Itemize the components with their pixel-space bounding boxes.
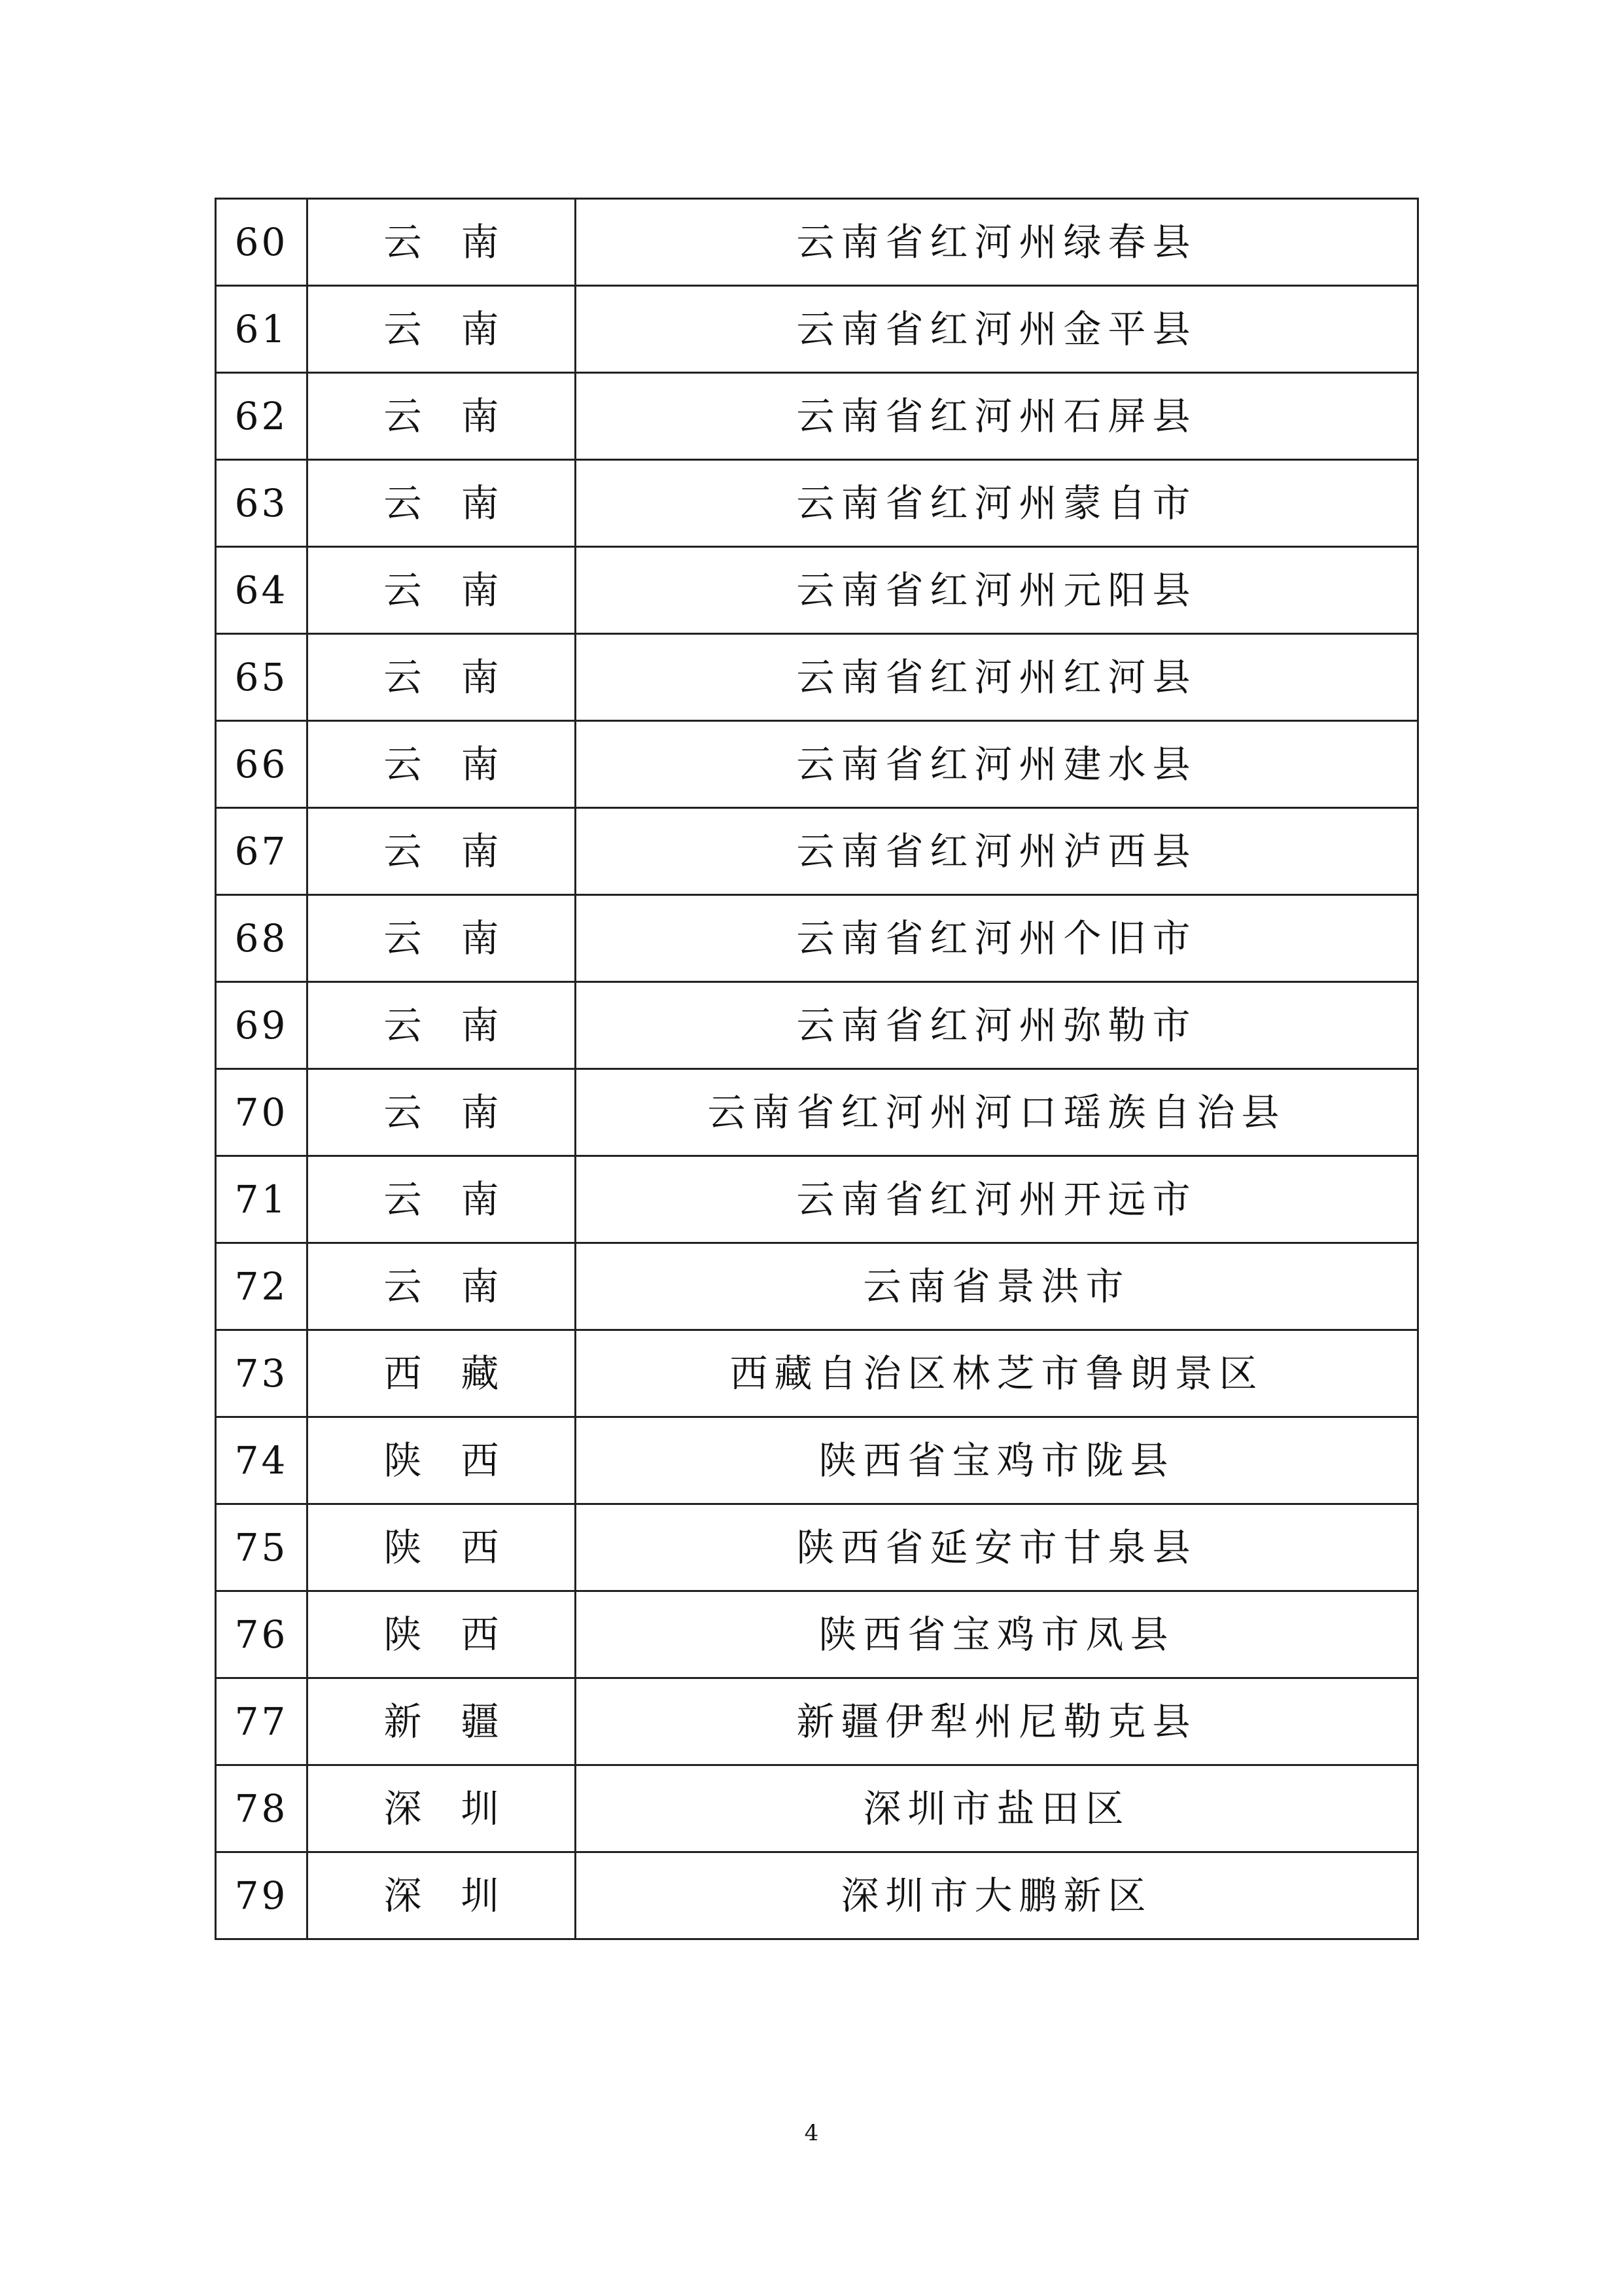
row-province: 云南	[307, 547, 576, 634]
row-area: 云南省景洪市	[576, 1243, 1418, 1330]
table-row	[216, 1417, 1418, 1504]
row-area: 深圳市大鹏新区	[576, 1852, 1418, 1939]
row-number: 77	[216, 1678, 307, 1765]
row-province: 云南	[307, 373, 576, 460]
table-row	[216, 721, 1418, 808]
table-row	[216, 1765, 1418, 1852]
row-province: 西藏	[307, 1330, 576, 1417]
row-area: 云南省红河州金平县	[576, 286, 1418, 373]
row-number: 61	[216, 286, 307, 373]
row-province: 陕西	[307, 1591, 576, 1678]
table-row	[216, 1156, 1418, 1243]
row-number: 70	[216, 1069, 307, 1156]
region-table	[215, 198, 1419, 1940]
row-province: 云南	[307, 460, 576, 547]
row-province: 深圳	[307, 1852, 576, 1939]
table-row	[216, 634, 1418, 721]
page-number: 4	[804, 2120, 819, 2146]
table-row	[216, 1678, 1418, 1765]
table-row	[216, 460, 1418, 547]
row-number: 64	[216, 547, 307, 634]
row-province: 陕西	[307, 1504, 576, 1591]
row-number: 63	[216, 460, 307, 547]
table-row	[216, 1504, 1418, 1591]
table-row	[216, 1852, 1418, 1939]
row-area: 云南省红河州河口瑶族自治县	[576, 1069, 1418, 1156]
row-province: 云南	[307, 808, 576, 895]
row-province: 云南	[307, 895, 576, 982]
row-number: 65	[216, 634, 307, 721]
table-row	[216, 373, 1418, 460]
row-province: 云南	[307, 199, 576, 286]
table-row	[216, 286, 1418, 373]
row-number: 74	[216, 1417, 307, 1504]
row-province: 云南	[307, 286, 576, 373]
row-province: 深圳	[307, 1765, 576, 1852]
row-area: 云南省红河州元阳县	[576, 547, 1418, 634]
region-table-body	[216, 199, 1418, 1939]
row-area: 云南省红河州个旧市	[576, 895, 1418, 982]
table-row	[216, 895, 1418, 982]
row-province: 云南	[307, 1243, 576, 1330]
row-number: 62	[216, 373, 307, 460]
row-area: 西藏自治区林芝市鲁朗景区	[576, 1330, 1418, 1417]
table-row	[216, 547, 1418, 634]
row-area: 云南省红河州开远市	[576, 1156, 1418, 1243]
row-area: 云南省红河州蒙自市	[576, 460, 1418, 547]
row-area: 新疆伊犁州尼勒克县	[576, 1678, 1418, 1765]
row-number: 67	[216, 808, 307, 895]
row-province: 云南	[307, 1069, 576, 1156]
row-province: 云南	[307, 721, 576, 808]
row-number: 79	[216, 1852, 307, 1939]
table-row	[216, 808, 1418, 895]
row-area: 深圳市盐田区	[576, 1765, 1418, 1852]
row-area: 陕西省宝鸡市凤县	[576, 1591, 1418, 1678]
row-area: 陕西省宝鸡市陇县	[576, 1417, 1418, 1504]
row-province: 新疆	[307, 1678, 576, 1765]
table-row	[216, 1591, 1418, 1678]
row-province: 云南	[307, 1156, 576, 1243]
row-number: 72	[216, 1243, 307, 1330]
row-area: 云南省红河州弥勒市	[576, 982, 1418, 1069]
row-area: 云南省红河州绿春县	[576, 199, 1418, 286]
row-number: 68	[216, 895, 307, 982]
row-province: 云南	[307, 634, 576, 721]
row-number: 76	[216, 1591, 307, 1678]
row-number: 60	[216, 199, 307, 286]
row-number: 69	[216, 982, 307, 1069]
row-number: 66	[216, 721, 307, 808]
row-number: 78	[216, 1765, 307, 1852]
row-province: 陕西	[307, 1417, 576, 1504]
table-row	[216, 1069, 1418, 1156]
row-area: 云南省红河州泸西县	[576, 808, 1418, 895]
table-row	[216, 199, 1418, 286]
table-row	[216, 1330, 1418, 1417]
row-area: 云南省红河州石屏县	[576, 373, 1418, 460]
table-row	[216, 1243, 1418, 1330]
row-area: 云南省红河州建水县	[576, 721, 1418, 808]
row-area: 云南省红河州红河县	[576, 634, 1418, 721]
row-number: 71	[216, 1156, 307, 1243]
row-area: 陕西省延安市甘泉县	[576, 1504, 1418, 1591]
table-row	[216, 982, 1418, 1069]
row-province: 云南	[307, 982, 576, 1069]
row-number: 75	[216, 1504, 307, 1591]
row-number: 73	[216, 1330, 307, 1417]
